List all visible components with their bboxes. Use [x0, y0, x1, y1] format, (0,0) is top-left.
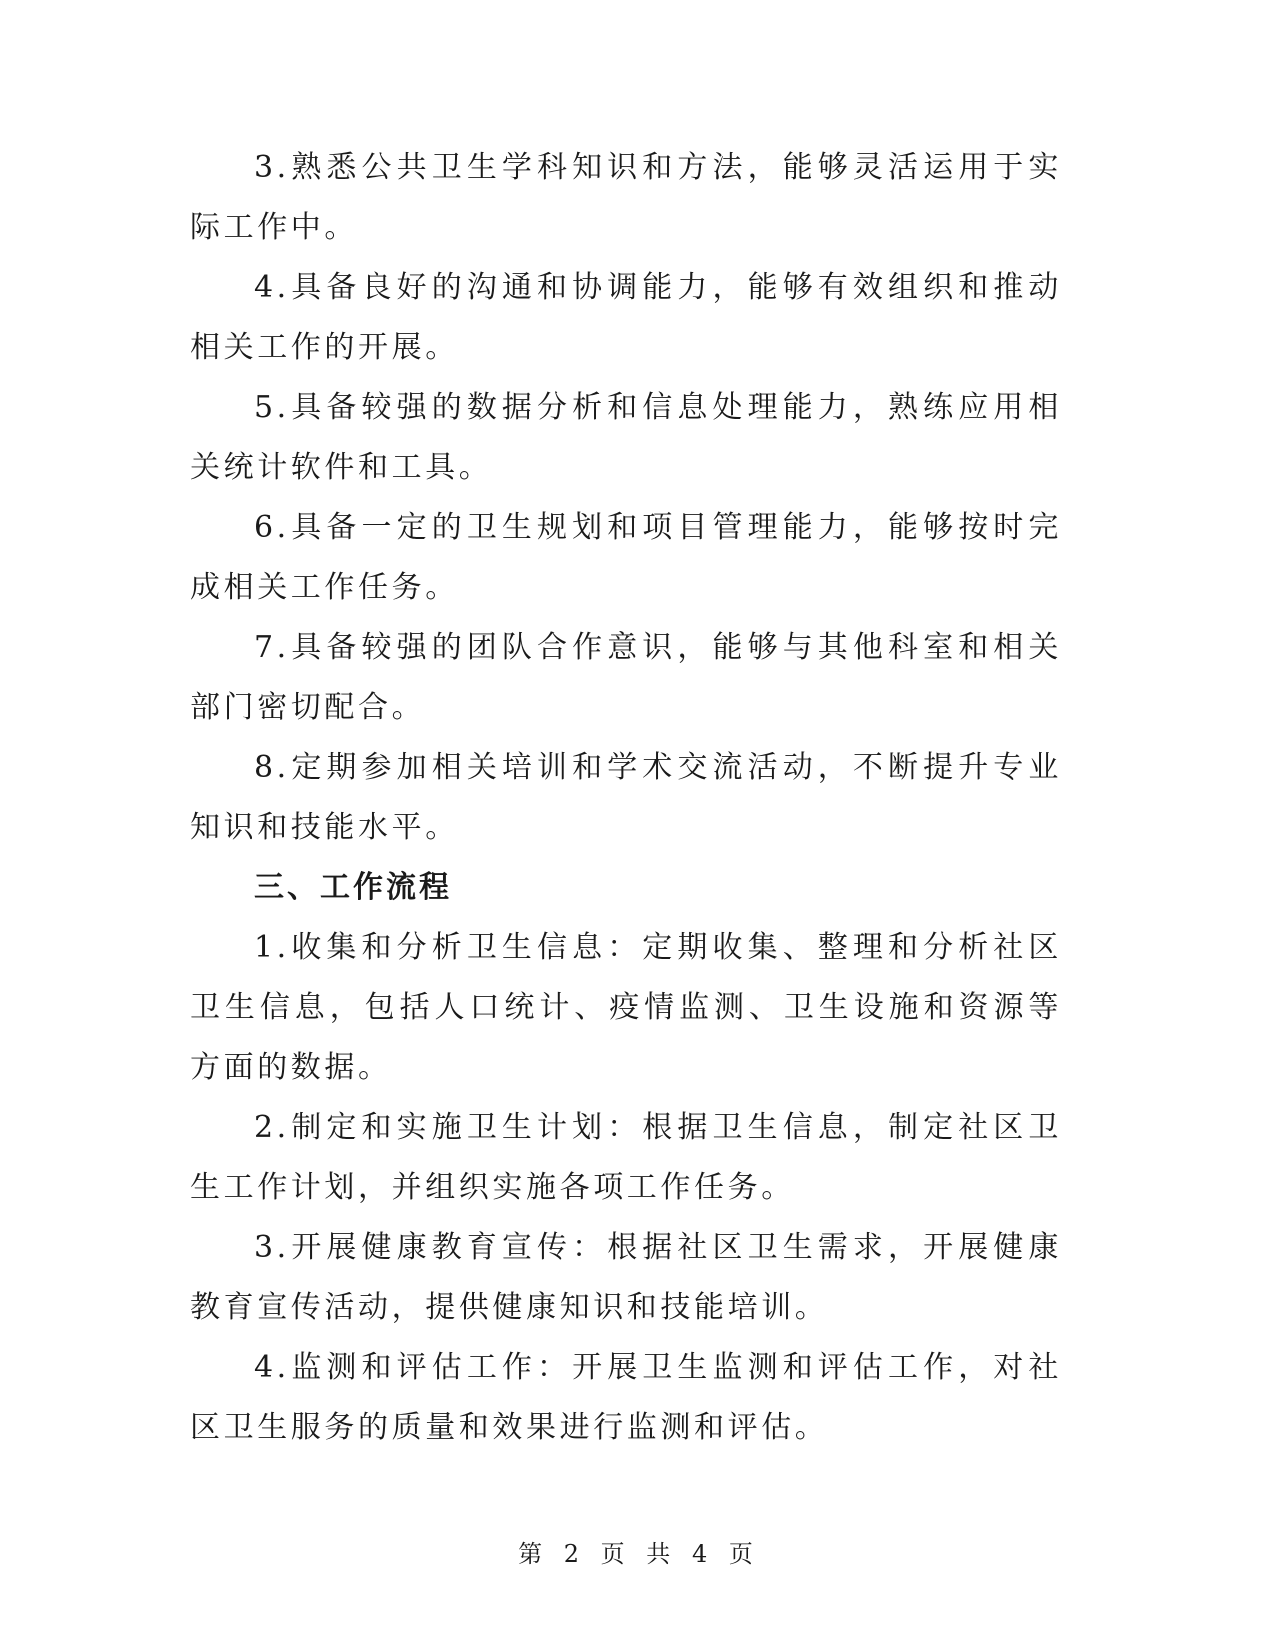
- requirement-item-3: 3.熟悉公共卫生学科知识和方法，能够灵活运用于实际工作中。: [190, 150, 1062, 245]
- workflow-item-3: 3.开展健康教育宣传：根据社区卫生需求，开展健康教育宣传活动，提供健康知识和技能培训。: [190, 1230, 1062, 1325]
- workflow-item-2: 2.制定和实施卫生计划：根据卫生信息，制定社区卫生工作计划，并组织实施各项工作任务。: [190, 1110, 1062, 1205]
- page-number-footer: 第 2 页 共 4 页: [518, 1540, 757, 1568]
- document-body: [190, 138, 1062, 1458]
- requirement-item-6: 6.具备一定的卫生规划和项目管理能力，能够按时完成相关工作任务。: [190, 510, 1062, 605]
- requirement-item-7: 7.具备较强的团队合作意识，能够与其他科室和相关部门密切配合。: [190, 630, 1062, 725]
- requirement-item-8: 8.定期参加相关培训和学术交流活动，不断提升专业知识和技能水平。: [190, 750, 1062, 845]
- workflow-item-1: 1.收集和分析卫生信息：定期收集、整理和分析社区卫生信息，包括人口统计、疫情监测、卫生设施和资源等方面的数据。: [190, 930, 1062, 1085]
- section-heading-workflow: 三、工作流程: [254, 870, 452, 905]
- workflow-item-4: 4.监测和评估工作：开展卫生监测和评估工作，对社区卫生服务的质量和效果进行监测和评估。: [190, 1350, 1062, 1445]
- requirement-item-4: 4.具备良好的沟通和协调能力，能够有效组织和推动相关工作的开展。: [190, 270, 1062, 365]
- requirement-item-5: 5.具备较强的数据分析和信息处理能力，熟练应用相关统计软件和工具。: [190, 390, 1062, 485]
